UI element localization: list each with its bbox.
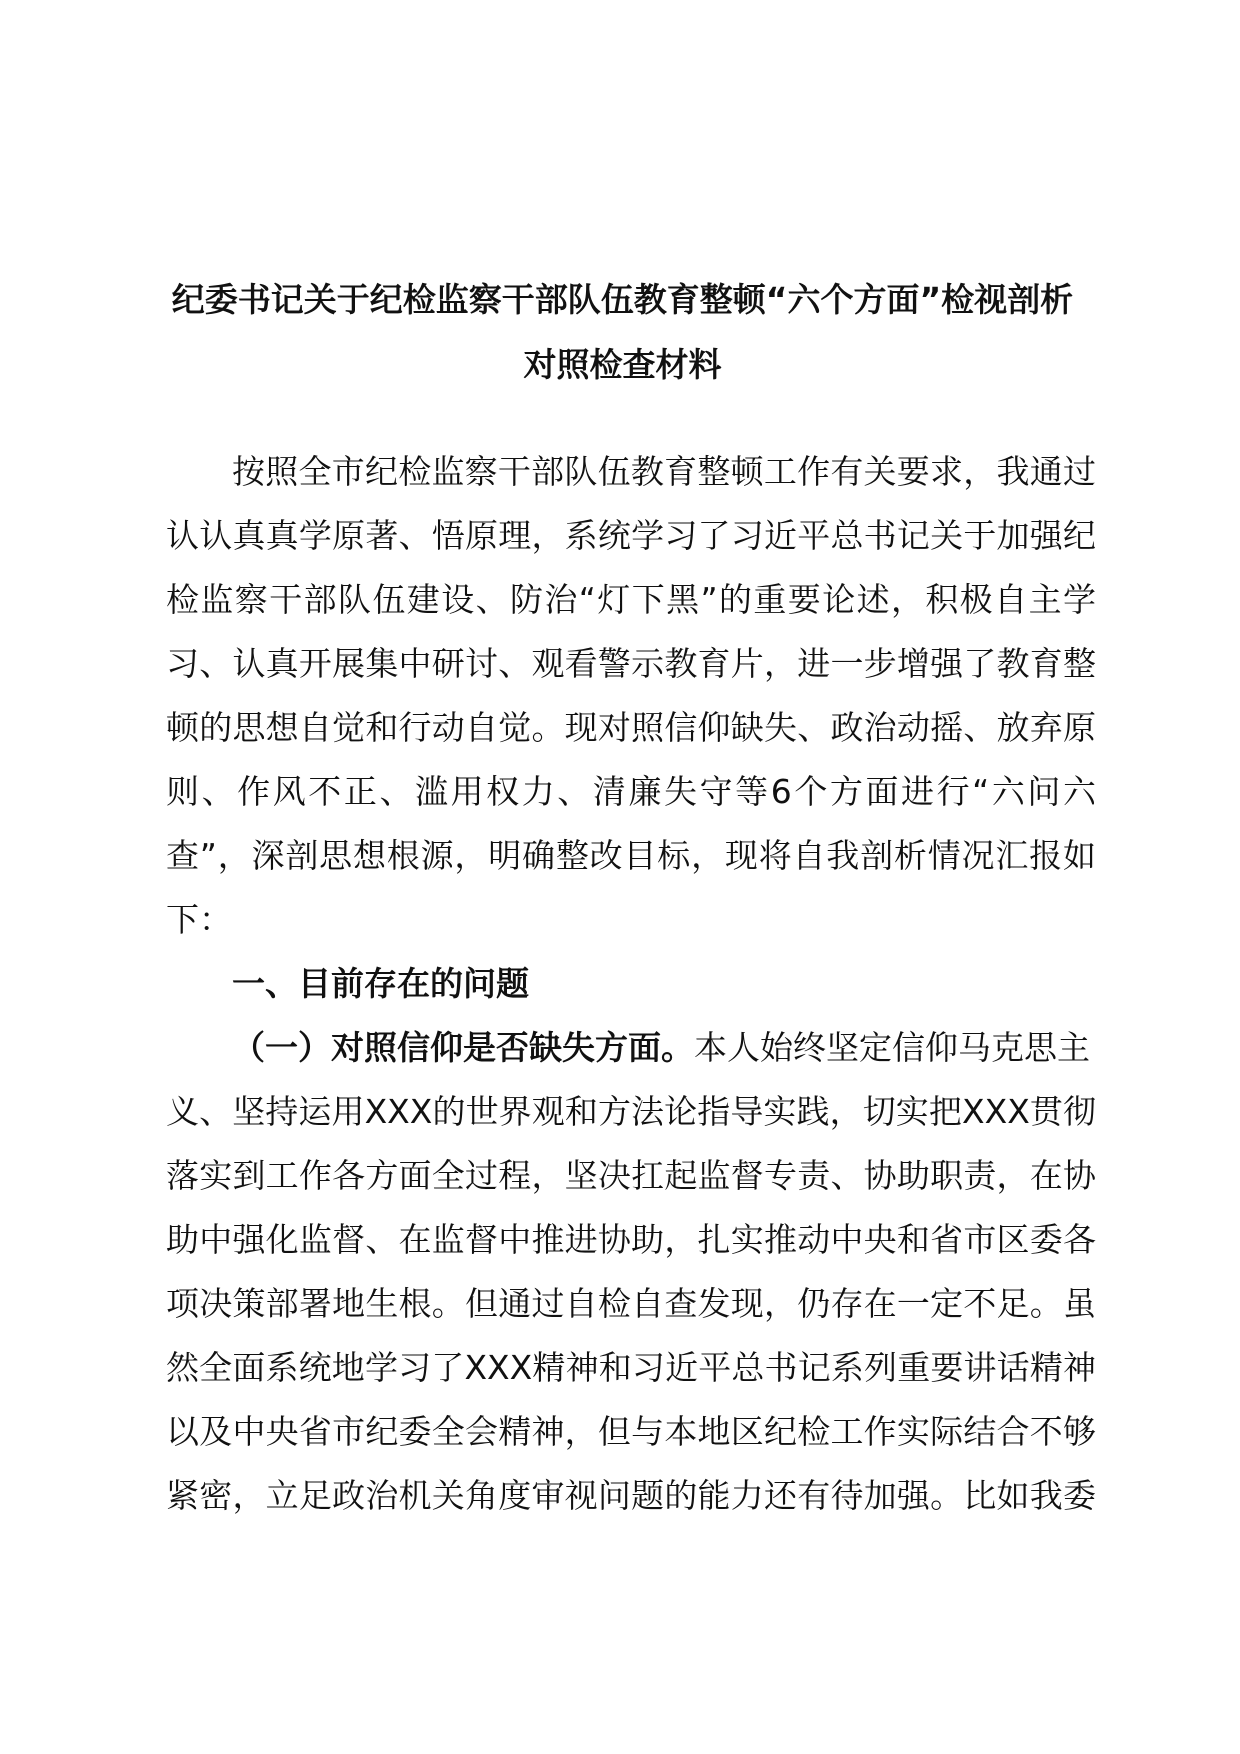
- subsection-paragraph-line: 紧密，立足政治机关角度审视问题的能力还有待加强。比如我委: [166, 1476, 1096, 1515]
- document-title-line-2: 对照检查材料: [523, 345, 722, 384]
- subsection-paragraph-line: 然全面系统地学习了XXX精神和习近平总书记系列重要讲话精神: [166, 1348, 1096, 1387]
- subsection-paragraph-line: 助中强化监督、在监督中推进协助，扎实推动中央和省市区委各: [166, 1220, 1096, 1259]
- intro-paragraph-line: 顿的思想自觉和行动自觉。现对照信仰缺失、政治动摇、放弃原: [166, 708, 1096, 747]
- intro-paragraph-line: 按照全市纪检监察干部队伍教育整顿工作有关要求，我通过: [232, 452, 1096, 491]
- intro-paragraph-line: 则、作风不正、滥用权力、清廉失守等6个方面进行“六问六: [166, 772, 1096, 811]
- document-body: [166, 440, 1096, 1528]
- subsection-paragraph-line: 项决策部署地生根。但通过自检自查发现，仍存在一定不足。虽: [166, 1284, 1096, 1323]
- subsection-first-line: [166, 1016, 1096, 1080]
- subsection-paragraph-line: 落实到工作各方面全过程，坚决扛起监督专责、协助职责，在协: [166, 1156, 1096, 1195]
- intro-paragraph-line: 检监察干部队伍建设、防治“灯下黑”的重要论述，积极自主学: [166, 580, 1096, 619]
- subsection-paragraph-line: 义、坚持运用XXX的世界观和方法论指导实践，切实把XXX贯彻: [166, 1092, 1096, 1131]
- subsection-heading: （一）对照信仰是否缺失方面。: [232, 1028, 694, 1067]
- section-heading: 一、目前存在的问题: [232, 964, 529, 1003]
- subsection-paragraph-line: 以及中央省市纪委全会精神，但与本地区纪检工作实际结合不够: [166, 1412, 1096, 1451]
- intro-paragraph-line: 下：: [166, 900, 232, 939]
- intro-paragraph-line: 认认真真学原著、悟原理，系统学习了习近平总书记关于加强纪: [166, 516, 1096, 555]
- document-title-line-1: 纪委书记关于纪检监察干部队伍教育整顿“六个方面”检视剖析: [171, 280, 1074, 319]
- intro-paragraph-line: 查”，深剖思想根源，明确整改目标，现将自我剖析情况汇报如: [166, 836, 1096, 875]
- intro-paragraph-line: 习、认真开展集中研讨、观看警示教育片，进一步增强了教育整: [166, 644, 1096, 683]
- subsection-text: 本人始终坚定信仰马克思主: [694, 1028, 1090, 1067]
